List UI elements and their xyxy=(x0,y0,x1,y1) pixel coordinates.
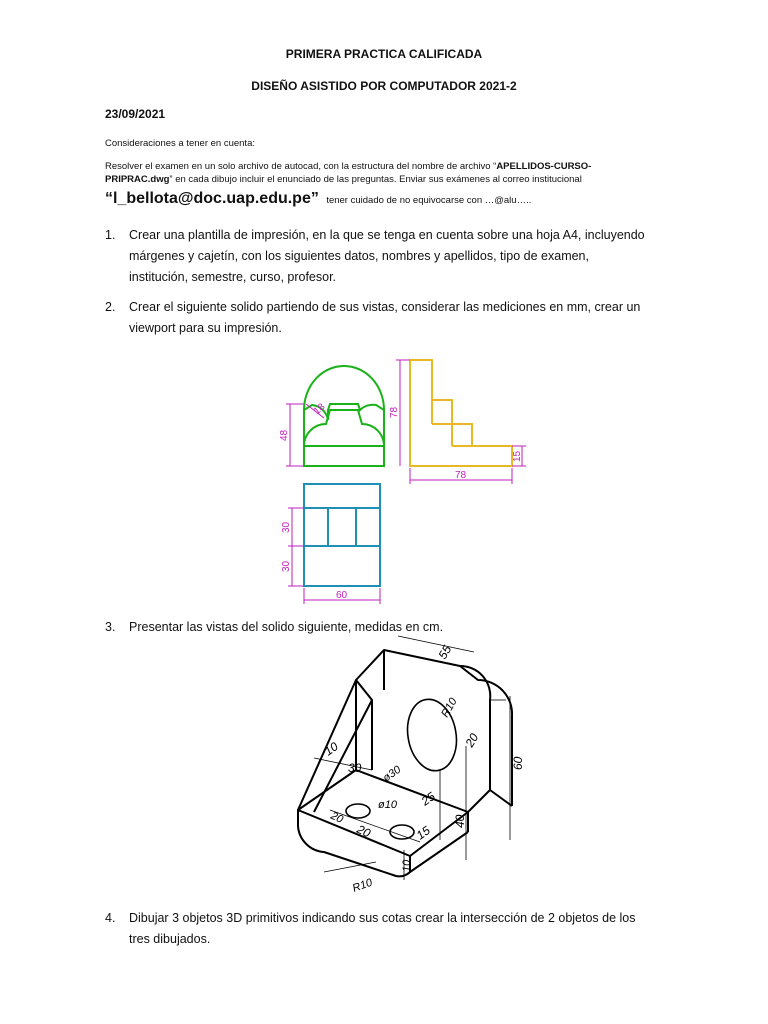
question-text: Dibujar 3 objetos 3D primitivos indicando sus cotas crear la intersección de 2 objetos de los tres dibujados. xyxy=(129,911,636,946)
dim-side-step: 15 xyxy=(512,450,523,462)
dim-top-width: 60 xyxy=(336,590,348,601)
dim-front-height: 48 xyxy=(279,429,290,441)
dim-10-left: 10 xyxy=(321,739,341,759)
question-4 xyxy=(105,908,649,950)
dim-top-upper: 30 xyxy=(281,521,292,533)
small-hole-2 xyxy=(390,825,414,839)
dim-phi30: ø30 xyxy=(380,763,404,785)
dim-top-lower: 30 xyxy=(281,560,292,572)
question-1 xyxy=(105,225,649,288)
top-view xyxy=(304,484,380,586)
dim-20-a: 20 xyxy=(328,809,345,826)
dim-r10-bottom: R10 xyxy=(350,876,374,895)
course-title: DISEÑO ASISTIDO POR COMPUTADOR 2021-2 xyxy=(251,79,517,93)
filename-format: APELLIDOS-CURSO-PRIPRAC.dwg xyxy=(105,161,592,185)
question-number: 2. xyxy=(105,300,116,314)
question-text: Crear una plantilla de impresión, en la que se tenga en cuenta sobre una hoja A4, incluyendo márgenes y cajetín, con los siguientes datos, nombres y apellidos, tipo de examen, institución, semestre, curso, profesor. xyxy=(129,228,645,284)
dim-side-width: 78 xyxy=(455,470,467,481)
instructions-text-1: Resolver el examen en un solo archivo de autocad, con la estructura del nombre de archivo “ xyxy=(105,161,497,172)
question-number: 1. xyxy=(105,228,116,242)
side-view xyxy=(410,360,512,466)
side-dimensions xyxy=(396,360,526,484)
dim-phi10: ø10 xyxy=(378,799,397,811)
dim-40: 40 xyxy=(453,814,467,828)
instructions-text-2: ” en cada dibujo incluir el enunciado de las preguntas. Enviar sus exámenes al correo institucional xyxy=(169,174,582,185)
question-number: 4. xyxy=(105,911,116,925)
dim-55: 55 xyxy=(435,642,455,662)
question-3 xyxy=(105,617,649,638)
large-hole xyxy=(402,695,462,774)
small-hole-1 xyxy=(346,804,370,818)
question-number: 3. xyxy=(105,620,116,634)
dim-30-left: 30 xyxy=(348,761,362,775)
question-text: Presentar las vistas del solido siguiente, medidas en cm. xyxy=(129,620,444,634)
instructions-paragraph xyxy=(105,160,655,186)
dim-20: 20 xyxy=(462,730,482,750)
dim-15: 15 xyxy=(413,823,433,843)
dim-r10-top: R10 xyxy=(439,696,460,720)
question-text: Crear el siguiente solido partiendo de sus vistas, considerar las mediciones en mm, crear un viewport para su impresión. xyxy=(129,300,641,335)
top-dimensions xyxy=(288,508,380,604)
dim-10-bottom: 10 xyxy=(401,859,413,872)
considerations-heading: Consideraciones a tener en cuenta: xyxy=(105,138,255,149)
question-2 xyxy=(105,297,649,339)
front-dimensions xyxy=(286,404,324,466)
solid-outline xyxy=(298,650,512,876)
dim-60: 60 xyxy=(511,756,525,770)
dim-front-radius: 18 xyxy=(311,401,328,418)
institutional-email: “l_bellota@doc.uap.edu.pe” xyxy=(105,190,319,207)
email-line xyxy=(105,190,531,208)
email-note: tener cuidado de no equivocarse con …@alu….. xyxy=(326,195,532,206)
exam-title: PRIMERA PRACTICA CALIFICADA xyxy=(285,47,483,61)
exam-date: 23/09/2021 xyxy=(105,107,166,121)
dim-side-height: 78 xyxy=(389,406,400,418)
dim-25: 25 xyxy=(418,789,438,809)
iso-dimensions xyxy=(314,636,510,880)
dim-20-b: 20 xyxy=(354,822,373,841)
front-view xyxy=(304,366,384,466)
